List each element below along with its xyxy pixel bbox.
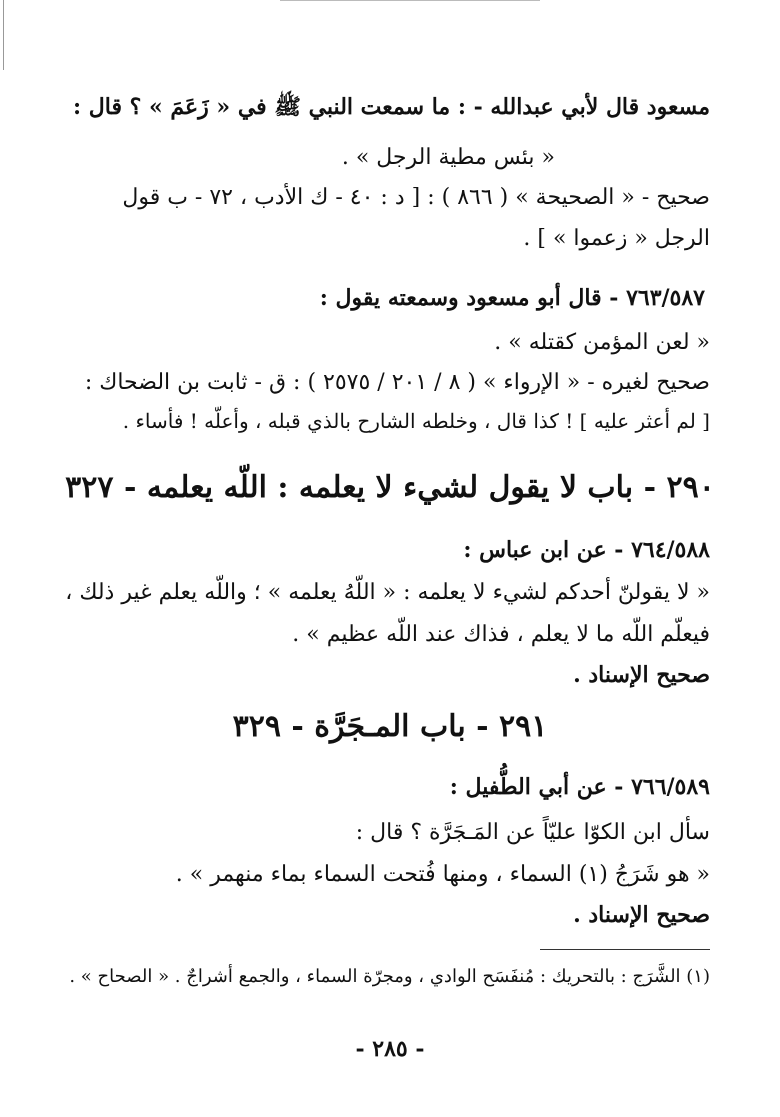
- text-line-1: مسعود قال لأبي عبدالله - : ما سمعت النبي ﷺ في « زَعَمَ » ؟ قال :: [72, 94, 710, 120]
- page-edge-left: [3, 0, 4, 70]
- footnote: (١) الشَّرَج : بالتحريك : مُنفَسَح الوادي ، ومجرّة السماء ، والجمع أشراجٌ . « الصحاح » .: [69, 966, 710, 987]
- hadith-587-title: ٧٦٣/٥٨٧ - قال أبو مسعود وسمعته يقول :: [319, 285, 705, 311]
- text-line-2: « بئس مطية الرجل » .: [341, 145, 555, 170]
- hadith-589-grade: صحيح الإسناد .: [573, 902, 710, 928]
- hadith-588-text-2: فيعلّم اللّه ما لا يعلم ، فذاك عند اللّه عظيم » .: [292, 622, 710, 647]
- hadith-587-text: « لعن المؤمن كقتله » .: [494, 330, 710, 355]
- chapter-heading-290: ٢٩٠ - باب لا يقول لشيء لا يعلمه : اللّه يعلمه - ٣٢٧: [65, 470, 715, 505]
- hadith-589-title: ٧٦٦/٥٨٩ - عن أبي الطُّفيل :: [449, 774, 710, 800]
- hadith-589-text-2: « هو شَرَجُ (١) السماء ، ومنها فُتحت السماء بماء منهمر » .: [175, 862, 710, 887]
- page-edge-top: [280, 0, 540, 1]
- hadith-587-note: [ لم أعثر عليه ] ! كذا قال ، وخلطه الشارح بالذي قبله ، وأعلّه ! فأساء .: [122, 409, 710, 433]
- chapter-heading-291: ٢٩١ - باب المـجَرَّة - ٣٢٩: [232, 709, 548, 744]
- hadith-588-title: ٧٦٤/٥٨٨ - عن ابن عباس :: [463, 537, 710, 563]
- text-line-3: صحيح - « الصحيحة » ( ٨٦٦ ) : [ د : ٤٠ - ك الأدب ، ٧٢ - ب قول: [122, 185, 710, 210]
- hadith-588-grade: صحيح الإسناد .: [573, 662, 710, 688]
- hadith-588-text-1: « لا يقولنّ أحدكم لشيء لا يعلمه : « اللّهُ يعلمه » ؛ واللّه يعلم غير ذلك ،: [65, 580, 710, 605]
- text-line-4: الرجل « زعموا » ] .: [523, 226, 710, 251]
- hadith-587-grade: صحيح لغيره - « الإرواء » ( ٨ / ٢٠١ / ٢٥٧٥ ) : ق - ثابت بن الضحاك :: [84, 370, 710, 395]
- hadith-589-text-1: سأل ابن الكوّا عليّاً عن المَـجَرَّة ؟ قال :: [355, 820, 710, 845]
- page-number: - ٢٨٥ -: [355, 1036, 425, 1062]
- footnote-separator: [540, 949, 710, 950]
